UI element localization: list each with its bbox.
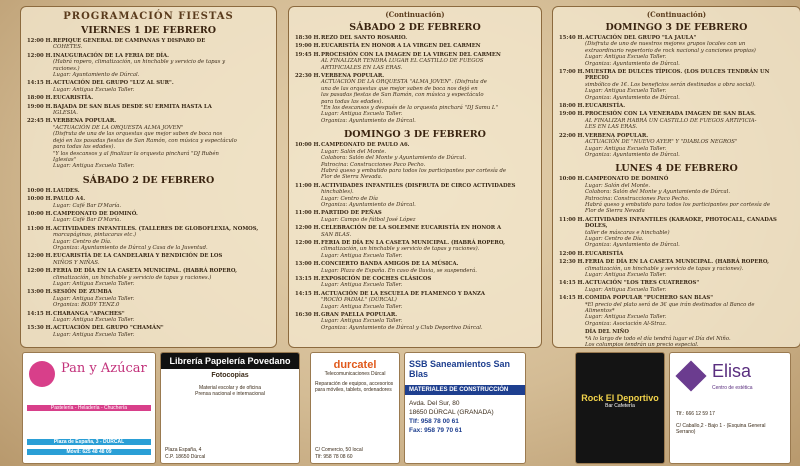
event-title: PAULO A4.: [53, 196, 86, 203]
event-detail: "ACTUACIÓN DE LA ORQUESTA ALMA JOVEN": [53, 124, 184, 131]
event-time: 12:00 H.: [27, 38, 53, 44]
event-detail: simbólico de 1€. Los beneficios serán destinados a obra social).: [585, 81, 756, 88]
schedule-event: [553, 111, 800, 132]
event-time: 10:00 H.: [295, 142, 321, 149]
event-detail: LES EN LAS ERAS.: [585, 124, 638, 131]
event-time: 14:15 H.: [295, 290, 321, 297]
day-heading: VIERNES 1 DE FEBRERO: [80, 25, 217, 36]
schedule-event: [21, 80, 276, 95]
schedule-event: [21, 196, 276, 211]
continuation-label: (Continuación): [385, 10, 445, 19]
event-detail: Lugar: Antigua Escuela Taller.: [321, 252, 403, 259]
cupcake-icon: [29, 361, 55, 387]
event-time: 10:00 H.: [27, 196, 53, 203]
event-detail: AL FINALIZAR TENDRÁ LUGAR EL CASTILLO DE FUEGOS: [321, 58, 484, 65]
event-detail: Flor de Sierra Nevada: [585, 208, 645, 215]
event-detail: Lugar: Antigua Escuela Taller.: [321, 111, 403, 118]
event-title: EXPOSICIÓN DE COCHES CLÁSICOS: [321, 276, 432, 282]
schedule-event: [553, 251, 800, 259]
event-title: FERIA DE DÍA EN LA CASETA MUNICIPAL. (HABRÁ ROPERO,: [585, 259, 769, 266]
event-detail: Lugar: Salón del Monte.: [585, 182, 651, 189]
event-time: 13:00 H.: [295, 261, 321, 268]
event-title: FERIA DE DÍA EN LA CASETA MUNICIPAL. (HABRÁ ROPERO,: [53, 268, 237, 275]
event-detail: climatización, un hinchable y servicio de tapas y raciones).: [585, 265, 744, 272]
event-detail: Lugar: Antigua Escuela Taller.: [321, 318, 403, 325]
event-time: 18:00 H.: [559, 103, 585, 110]
event-title: ACTUACIÓN "LOS TRES CUATREROS": [585, 280, 700, 287]
ad-line: Fax: 958 79 70 61: [409, 427, 463, 434]
event-title: PROCESIÓN CON LA VENERADA IMAGEN DE SAN BLAS.: [585, 111, 756, 118]
schedule-event: [289, 43, 541, 51]
ad-line: Bar Cafetería: [605, 403, 635, 409]
ad-brand: SSB Saneamientos San Blas: [409, 359, 511, 379]
schedule-event: [21, 104, 276, 119]
event-time: 11:00 H.: [295, 182, 321, 189]
event-time: 11:00 H.: [27, 225, 53, 232]
event-detail: Organiza: Ayuntamiento de Dúrcal.: [585, 151, 680, 158]
event-detail: una de las orquestas que mejor saben de boca nos dejó en: [321, 85, 478, 92]
event-detail: Lugar: Ayuntamiento de Dúrcal.: [53, 72, 140, 79]
event-detail: Lugar: Antigua Escuela Taller.: [53, 163, 135, 170]
ad-line: Avda. Del Sur, 80: [409, 400, 460, 407]
event-time: 17:00 H.: [559, 69, 585, 76]
ad-line: Tlf: 958 78 08 60: [315, 454, 353, 460]
event-time: 19:45 H.: [295, 51, 321, 58]
event-time: 22:00 H.: [559, 132, 585, 139]
program-panel-1: [20, 6, 277, 348]
event-detail: Organiza: Ayuntamiento de Dúrcal.: [321, 117, 416, 124]
ad-line: Móvil: 625 48 48 09: [27, 449, 151, 455]
schedule-event: [21, 253, 276, 268]
event-detail: Lugar: Campo de fútbol José López: [321, 216, 416, 223]
ad-line: C.P. 18650 Dúrcal: [165, 454, 206, 460]
event-detail: Patrocina: Construcciones Paco Pecho.: [585, 195, 690, 202]
ad-durcatel: [310, 352, 400, 464]
event-detail: Lugar: Centro de Día.: [585, 235, 644, 242]
event-detail: dejó en las pasadas fiestas de San Ramón, con música y espectáculo: [53, 137, 237, 144]
event-time: 13:00 H.: [27, 289, 53, 296]
event-title: ACTIVIDADES INFANTILES. (TALLERES DE GLOBOFLEXIA, NOMOS,: [53, 225, 259, 232]
ad-elisa: [669, 352, 791, 464]
event-time: 12:00 H.: [295, 239, 321, 246]
event-detail: Habrá queso y embutido para todos los participantes por cortesía de: [585, 201, 771, 208]
event-title: CHARANGA "APACHES": [53, 310, 125, 317]
event-title: EUCARISTÍA.: [585, 103, 626, 110]
event-detail: ARTIFICIALES EN LAS ERAS.: [321, 64, 403, 71]
day-heading: DOMINGO 3 DE FEBRERO: [344, 129, 486, 141]
event-time: 12:00 H.: [27, 52, 53, 59]
event-time: 12:30 H.: [559, 259, 585, 266]
event-time: 15:40 H.: [559, 35, 585, 41]
schedule-event: [553, 69, 800, 103]
ad-line: Fotocopias: [211, 372, 249, 379]
ad-line: Material escolar y de oficina: [199, 385, 261, 391]
event-detail: NIÑOS Y NIÑAS.: [53, 259, 100, 266]
event-title: INAUGURACIÓN DE LA FERIA DE DÍA.: [53, 52, 169, 59]
event-title: ACTIVIDADES INFANTILES (DISFRUTA DE CIRCO ACTIVIDADES: [321, 182, 516, 189]
event-title: VERBENA POPULAR.: [53, 118, 117, 125]
schedule-event: [553, 259, 800, 280]
event-detail: Lugar: Antigua Escuela Taller.: [321, 282, 403, 289]
ad-brand: Elisa: [712, 361, 752, 381]
schedule-event: [289, 210, 541, 225]
ads-right: [575, 352, 791, 462]
event-title: VERBENA POPULAR.: [585, 132, 649, 139]
ad-line: Tlf: 958 78 00 61: [409, 418, 459, 425]
flower-icon: [675, 360, 706, 391]
event-detail: Iglesias": [53, 156, 77, 163]
event-detail: Los columpios tendrán un precio especial.: [585, 342, 699, 348]
event-time: 10:00 H.: [559, 176, 585, 183]
event-detail: Lugar: Antigua Escuela Taller.: [585, 145, 667, 152]
ad-line: Telecomunicaciones Dúrcal: [324, 371, 386, 377]
event-detail: Lugar: Antigua Escuela Taller.: [53, 86, 135, 93]
ad-line: 18650 DÚRCAL (GRANADA): [409, 409, 494, 416]
schedule-event: [289, 276, 541, 291]
event-title: VERBENA POPULAR.: [321, 73, 385, 80]
ad-bar: [575, 352, 665, 464]
event-detail: Colabora: Salón del Monte y Ayuntamiento de Dúrcal.: [321, 155, 467, 162]
event-detail: (Habrá ropero, climatización, un hinchable y servicio de tapas y: [53, 59, 226, 66]
schedule-event: [289, 291, 541, 312]
event-time: 22:30 H.: [295, 73, 321, 80]
event-detail: "Y los descansos y al finalizar la orquesta pinchará "DJ Rubén: [53, 150, 219, 157]
event-detail: Colabora: Salón del Monte y Ayuntamiento de Dúrcal.: [585, 189, 731, 196]
event-title: ACTIVIDADES INFANTILES (KARAOKE, PHOTOCALL, CANADAS DOLES,: [585, 216, 777, 230]
event-detail: COHETES.: [53, 44, 83, 51]
event-detail: (Disfruta de una de las orquestas que mejor saben de boca nos: [53, 131, 223, 138]
event-time: 19:00 H.: [27, 103, 53, 110]
schedule-event: [553, 176, 800, 216]
event-time: 12:00 H.: [27, 253, 53, 260]
event-detail: "ROCÍO PADIAL" (DÚRCAL): [321, 297, 397, 304]
event-detail: taller de máscaras e hinchable): [585, 229, 670, 236]
ad-line: Centro de estética: [712, 385, 753, 391]
ad-line: MATERIALES DE CONSTRUCCIÓN: [405, 385, 525, 395]
event-time: 16:30 H.: [295, 312, 321, 319]
event-detail: extraordinario repertorio de rock nacional y canciones propias): [585, 47, 756, 54]
day-heading: SÁBADO 2 DE FEBRERO: [349, 22, 481, 33]
schedule-event: [553, 217, 800, 251]
event-detail: Organiza: Ayuntamiento de Dúrcal.: [585, 94, 680, 101]
event-time: [559, 329, 585, 348]
event-detail: ACTUACIÓN DE "NUEVO AYER" Y "DIABLOS NEGROS": [585, 139, 738, 146]
event-detail: Lugar: Antigua Escuela Taller.: [53, 295, 135, 302]
event-time: 18:00 H.: [27, 95, 53, 102]
event-time: 10:00 H.: [27, 187, 53, 194]
schedule-event: [21, 311, 276, 326]
event-detail: Organiza: Asociación Al-Straz.: [585, 320, 667, 327]
event-detail: Lugar: Plaza de España. En caso de lluvia, se suspenderá.: [321, 267, 477, 274]
event-detail: climatización, un hinchable y servicio de tapas y raciones).: [321, 246, 480, 253]
ad-line: C/ Comercio, 50 local: [315, 447, 363, 453]
event-detail: Lugar: Café Bar D'María.: [53, 202, 122, 209]
event-detail: Lugar: Antigua Escuela Taller.: [585, 286, 667, 293]
event-detail: (Disfruta de uno de nuestros mejores grupos locales con un: [585, 41, 746, 48]
event-title: REZO DEL SANTO ROSARIO.: [321, 35, 408, 41]
event-detail: Alimentos*: [585, 308, 615, 315]
event-time: 19:00 H.: [559, 111, 585, 118]
ad-libreria-povedano: [160, 352, 300, 464]
event-title: COMIDA POPULAR "PUCHERO SAN BLAS": [585, 295, 713, 302]
event-detail: *El precio del plato será de 3€ que irán destinados al Banco de: [585, 301, 755, 308]
event-detail: Habrá queso y embutido para todos los participantes por cortesía de: [321, 167, 507, 174]
program-panel-3: [552, 6, 800, 348]
ad-pan-y-azucar: [22, 352, 156, 464]
event-time: 14:15 H.: [559, 280, 585, 287]
ads-center: [310, 352, 526, 462]
event-detail: Lugar: Centro de Día.: [53, 238, 112, 245]
ad-line: Tlf.: 666 12 59 17: [676, 411, 715, 417]
schedule-event: [289, 142, 541, 182]
event-detail: marcapáginas, pintacaras etc.): [53, 232, 137, 239]
event-detail: para todas las edades).: [53, 144, 116, 151]
event-title: EUCARISTÍA DE LA CANDELARIA Y BENDICIÓN DE LOS: [53, 253, 223, 260]
event-title: EUCARISTÍA.: [53, 95, 94, 102]
event-time: 19:00 H.: [295, 43, 321, 50]
schedule-event: [553, 280, 800, 295]
event-title: ACTUACIÓN DE LA ESCUELA DE FLAMENCO Y DANZA: [321, 290, 486, 297]
schedule-event: [553, 295, 800, 329]
event-title: GRAN PAELLA POPULAR.: [321, 312, 398, 319]
schedule-event: [21, 289, 276, 310]
ad-brand: Pan y Azúcar: [61, 361, 147, 376]
event-title: LAUDES.: [53, 187, 80, 194]
event-time: 14:15 H.: [27, 310, 53, 317]
event-detail: Organiza: Ayuntamiento de Dúrcal y Casa de la Juventud.: [53, 244, 208, 251]
event-title: CELEBRACIÓN DE LA SOLEMNE EUCARISTÍA EN HONOR A: [321, 225, 502, 232]
event-detail: Lugar: Café Bar D'María.: [53, 217, 122, 224]
event-time: 10:00 H.: [27, 210, 53, 217]
event-detail: Lugar: Antigua Escuela Taller.: [53, 331, 135, 338]
event-title: ACTUACIÓN DEL GRUPO "CHAMÁN": [53, 325, 164, 332]
event-time: 11:00 H.: [295, 210, 321, 217]
program-title: PROGRAMACIÓN FIESTAS: [63, 11, 234, 22]
ad-brand: durcatel: [333, 359, 377, 371]
event-title: CONCIERTO BANDA AMIGOS DE LA MÚSICA.: [321, 261, 459, 268]
event-title: BAJADA DE SAN BLAS DESDE SU ERMITA HASTA LA: [53, 103, 212, 110]
day-heading: SÁBADO 2 DE FEBRERO: [82, 174, 215, 186]
event-title: DÍA DEL NIÑO: [585, 329, 629, 336]
ad-brand: Librería Papelería Povedano: [161, 353, 299, 369]
ads-left: [22, 352, 300, 462]
schedule-event: [289, 73, 541, 126]
event-detail: Organiza: BODY TENZ.0: [53, 302, 120, 309]
event-detail: Lugar: Antigua Escuela Taller.: [53, 281, 135, 287]
schedule-event: [553, 35, 800, 69]
event-time: 18:30 H.: [295, 35, 321, 41]
event-detail: Lugar: Antigua Escuela Taller.: [585, 272, 667, 278]
schedule-event: [289, 183, 541, 211]
event-detail: hinchables).: [321, 189, 354, 196]
event-detail: Organiza: Ayuntamiento de Dúrcal.: [321, 201, 416, 208]
event-title: CAMPEONATO DE DOMINÓ: [585, 176, 669, 183]
event-detail: Lugar: Antigua Escuela Taller.: [585, 314, 667, 321]
schedule-event: [21, 268, 276, 289]
event-detail: AL FINALIZAR HABRÁ UN CASTILLO DE FUEGOS ARTIFICIA-: [585, 117, 757, 124]
event-title: EUCARISTÍA: [585, 250, 624, 257]
event-time: 13:15 H.: [295, 276, 321, 282]
ad-line: Pastelería - Heladería - Chuchería: [27, 405, 151, 411]
schedule-event: [289, 312, 541, 333]
continuation-label: (Continuación): [646, 10, 707, 19]
ad-line: C/ Caballo,2 - Bajo 1 - (Esquina General Serrano): [676, 423, 766, 435]
schedule-event: [21, 226, 276, 254]
event-detail: Organiza: Ayuntamiento de Dúrcal.: [585, 60, 680, 67]
event-detail: Lugar: Salón del Monte.: [321, 148, 387, 155]
schedule-event: [289, 261, 541, 276]
event-title: ACTUACIÓN DEL GRUPO "LUZ AL SUR".: [53, 80, 174, 87]
ad-saneamientos-san-blas: [404, 352, 526, 464]
event-title: CAMPEONATO DE PAULO A6.: [321, 142, 410, 149]
event-detail: Flor de Sierra Nevada.: [321, 174, 383, 181]
event-time: 12:00 H.: [27, 268, 53, 275]
event-title: CAMPEONATO DE DOMINÓ.: [53, 210, 138, 217]
event-title: PROCESIÓN CON LA IMAGEN DE LA VIRGEN DEL CARMEN: [321, 51, 501, 58]
event-detail: *A lo largo de todo el día tendrá lugar el Día del Niño.: [585, 335, 731, 342]
event-detail: ACTUACIÓN DE LA ORQUESTA "ALMA JOVEN". (Disfruta de: [321, 79, 487, 86]
schedule-event: [21, 188, 276, 196]
schedule-event: [21, 53, 276, 81]
schedule-event: [21, 38, 276, 53]
event-detail: para todas las edades).: [321, 98, 384, 105]
event-title: REPIQUE GENERAL DE CAMPANAS Y DISPARO DE: [53, 38, 206, 44]
event-time: 22:45 H.: [27, 118, 53, 125]
ad-brand: Rock El Deportivo: [581, 393, 659, 403]
event-time: 15:30 H.: [27, 325, 53, 332]
schedule-event: [21, 118, 276, 171]
event-detail: Lugar: Antigua Escuela Taller.: [585, 88, 667, 95]
event-detail: climatización, un hinchable y servicio de tapas y raciones.): [53, 274, 212, 281]
day-heading: LUNES 4 DE FEBRERO: [615, 163, 738, 175]
schedule-event: [21, 325, 276, 340]
schedule-event: [289, 240, 541, 261]
schedule-event: [21, 95, 276, 103]
event-detail: IGLESIA.: [53, 110, 78, 117]
event-detail: SAN BLAS.: [321, 231, 352, 238]
schedule-event: [553, 133, 800, 161]
event-title: EUCARISTÍA EN HONOR A LA VIRGEN DEL CARMEN: [321, 43, 481, 50]
event-detail: Organiza: Ayuntamiento de Dúrcal.: [585, 242, 680, 249]
event-detail: "En los descansos y después de la orquesta pinchará "DJ Samu L": [321, 105, 498, 112]
event-title: FERIA DE DÍA EN LA CASETA MUNICIPAL. (HABRÁ ROPERO,: [321, 239, 505, 246]
event-time: 11:00 H.: [559, 216, 585, 223]
schedule-event: [289, 52, 541, 73]
schedule-event: [289, 225, 541, 240]
event-title: MUESTRA DE DULCES TÍPICOS. (LOS DULCES TENDRÁN UN PRECIO: [585, 69, 770, 82]
ad-line: Reparación de equipos, accesorios para móviles, tablets, ordenadores: [315, 381, 394, 393]
event-time: 14:15 H.: [27, 80, 53, 87]
program-panel-2: [288, 6, 542, 348]
event-time: 12:00 H.: [559, 250, 585, 257]
event-time: 14:15 H.: [559, 295, 585, 302]
day-heading: DOMINGO 3 DE FEBRERO: [605, 22, 748, 33]
ad-line: Plaza España, 4: [165, 447, 202, 453]
event-detail: Organiza: Ayuntamiento de Dúrcal y Club Deportivo Dúrcal.: [321, 324, 483, 331]
event-time: 12:00 H.: [295, 225, 321, 232]
event-detail: raciones.): [53, 65, 80, 72]
schedule-event: [553, 329, 800, 348]
event-title: ACTUACIÓN DEL GRUPO "LA JAULA": [585, 35, 697, 41]
event-detail: Lugar: Antigua Escuela Taller.: [321, 303, 403, 310]
event-detail: Lugar: Antigua Escuela Taller.: [53, 317, 135, 324]
event-detail: Lugar: Centro de Día: [321, 195, 378, 202]
event-title: PARTIDO DE PEÑAS: [321, 210, 382, 217]
event-detail: las pasadas fiestas de San Ramón, con música y espectáculo: [321, 92, 484, 99]
event-detail: Patrocina: Construcciones Paco Pecho.: [321, 161, 426, 168]
schedule-event: [21, 211, 276, 226]
ad-line: Plaza de España, 3 - DÚRCAL: [27, 439, 151, 445]
event-title: SESIÓN DE ZUMBA: [53, 289, 112, 296]
event-detail: Lugar: Antigua Escuela Taller.: [585, 54, 667, 61]
ad-line: Prensa nacional e internacional: [195, 391, 265, 397]
